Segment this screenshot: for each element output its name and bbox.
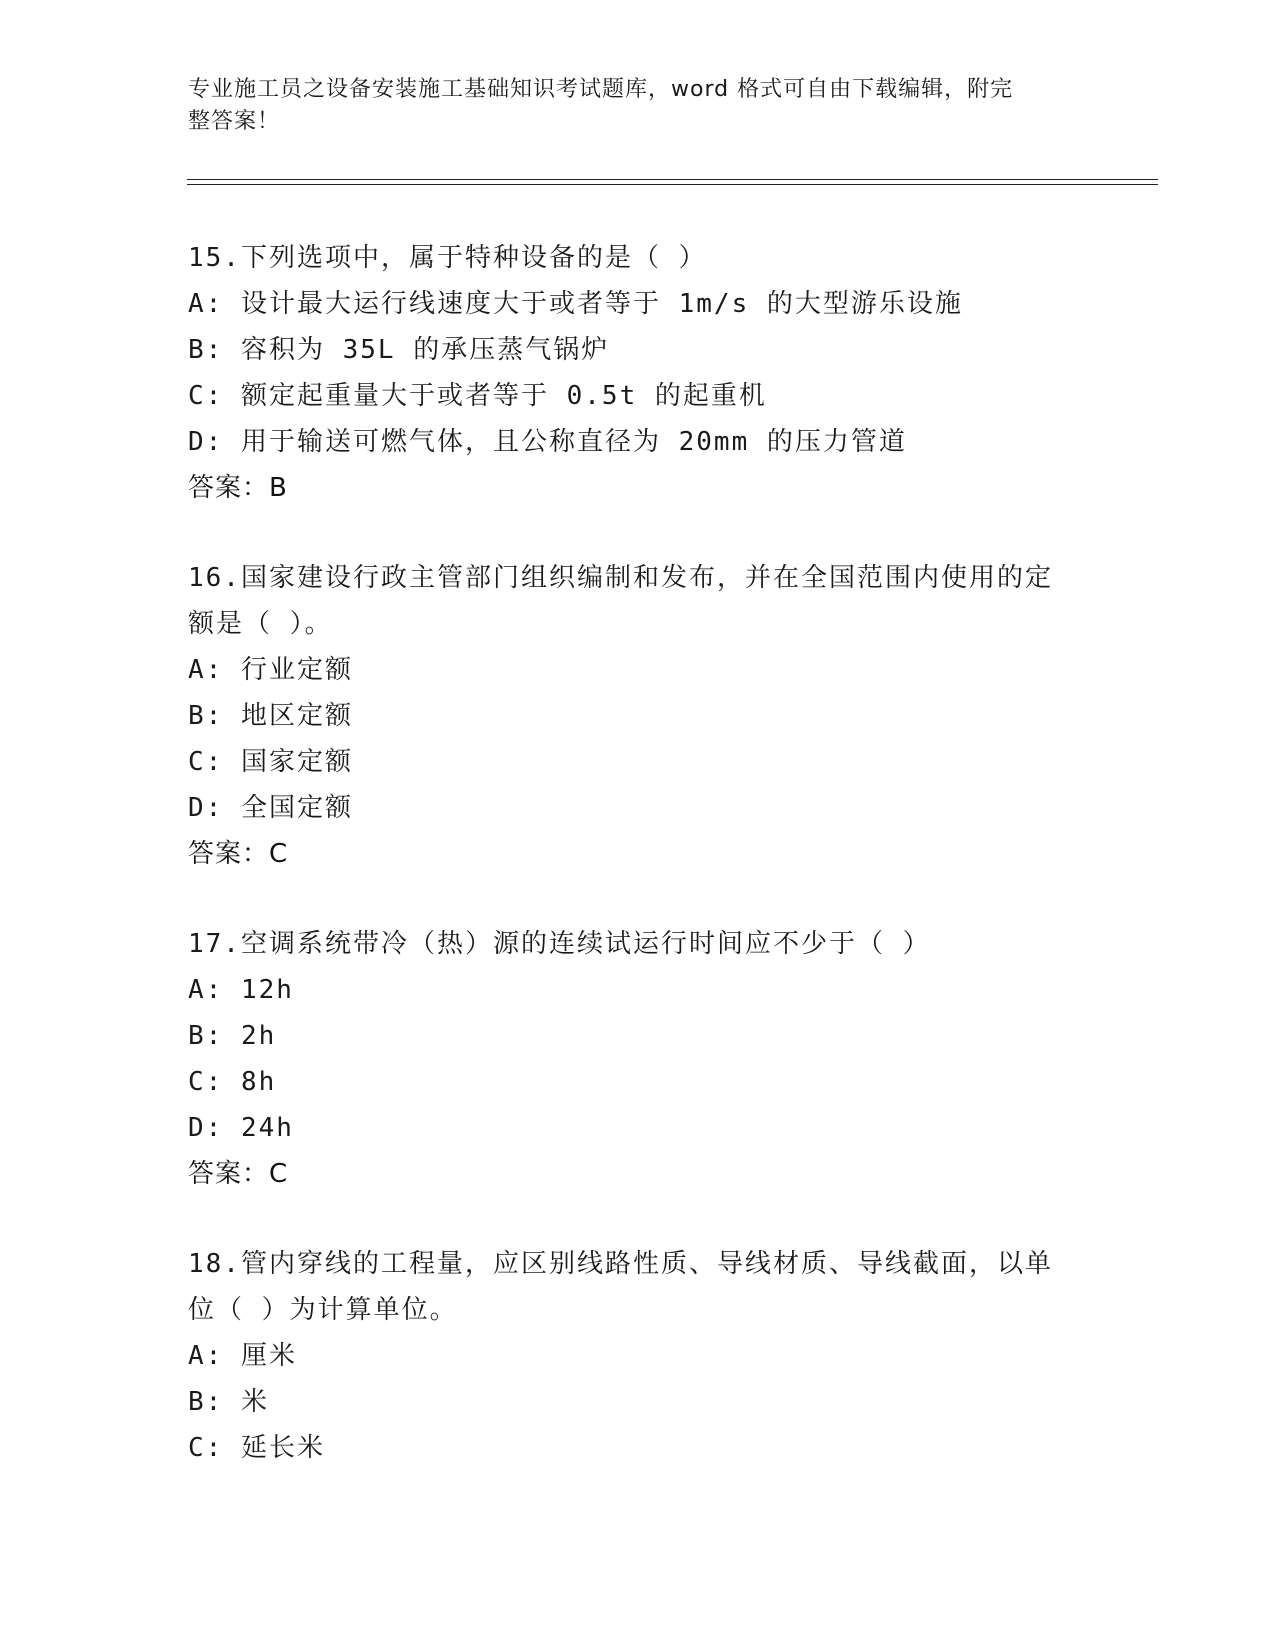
question-list	[188, 235, 1088, 1471]
header-line-2: 整答案！	[188, 109, 281, 134]
question-16	[188, 555, 1088, 877]
header-divider-top	[187, 179, 1158, 180]
option-a: A: 行业定额	[188, 655, 353, 685]
option-d: D: 用于输送可燃气体，且公称直径为 20mm 的压力管道	[188, 427, 907, 457]
question-stem: 15.下列选项中，属于特种设备的是（ ）	[188, 243, 707, 273]
question-stem-continued: 额是（ ）。	[188, 609, 333, 639]
document-header	[188, 74, 1068, 138]
answer-line: 答案：C	[188, 1159, 289, 1189]
question-15	[188, 235, 1088, 511]
option-c: C: 额定起重量大于或者等于 0.5t 的起重机	[188, 381, 767, 411]
header-divider-bottom	[187, 184, 1158, 185]
option-c: C: 8h	[188, 1067, 277, 1097]
option-d: D: 全国定额	[188, 793, 353, 823]
question-17	[188, 921, 1088, 1197]
answer-line: 答案：C	[188, 839, 289, 869]
question-stem: 18.管内穿线的工程量，应区别线路性质、导线材质、导线截面，以单	[188, 1249, 1053, 1279]
option-b: B: 地区定额	[188, 701, 353, 731]
option-c: C: 国家定额	[188, 747, 353, 777]
question-stem: 16.国家建设行政主管部门组织编制和发布，并在全国范围内使用的定	[188, 563, 1053, 593]
question-stem: 17.空调系统带冷（热）源的连续试运行时间应不少于（ ）	[188, 929, 931, 959]
option-b: B: 2h	[188, 1021, 277, 1051]
header-line-1: 专业施工员之设备安装施工基础知识考试题库，word 格式可自由下载编辑，附完	[188, 77, 1014, 102]
option-a: A: 12h	[188, 975, 294, 1005]
option-d: D: 24h	[188, 1113, 294, 1143]
option-a: A: 厘米	[188, 1341, 297, 1371]
option-b: B: 容积为 35L 的承压蒸气锅炉	[188, 335, 610, 365]
question-18	[188, 1241, 1088, 1471]
option-b: B: 米	[188, 1387, 269, 1417]
question-stem-continued: 位（ ）为计算单位。	[188, 1295, 458, 1325]
option-a: A: 设计最大运行线速度大于或者等于 1m/s 的大型游乐设施	[188, 289, 963, 319]
answer-line: 答案：B	[188, 473, 288, 503]
option-c: C: 延长米	[188, 1433, 325, 1463]
